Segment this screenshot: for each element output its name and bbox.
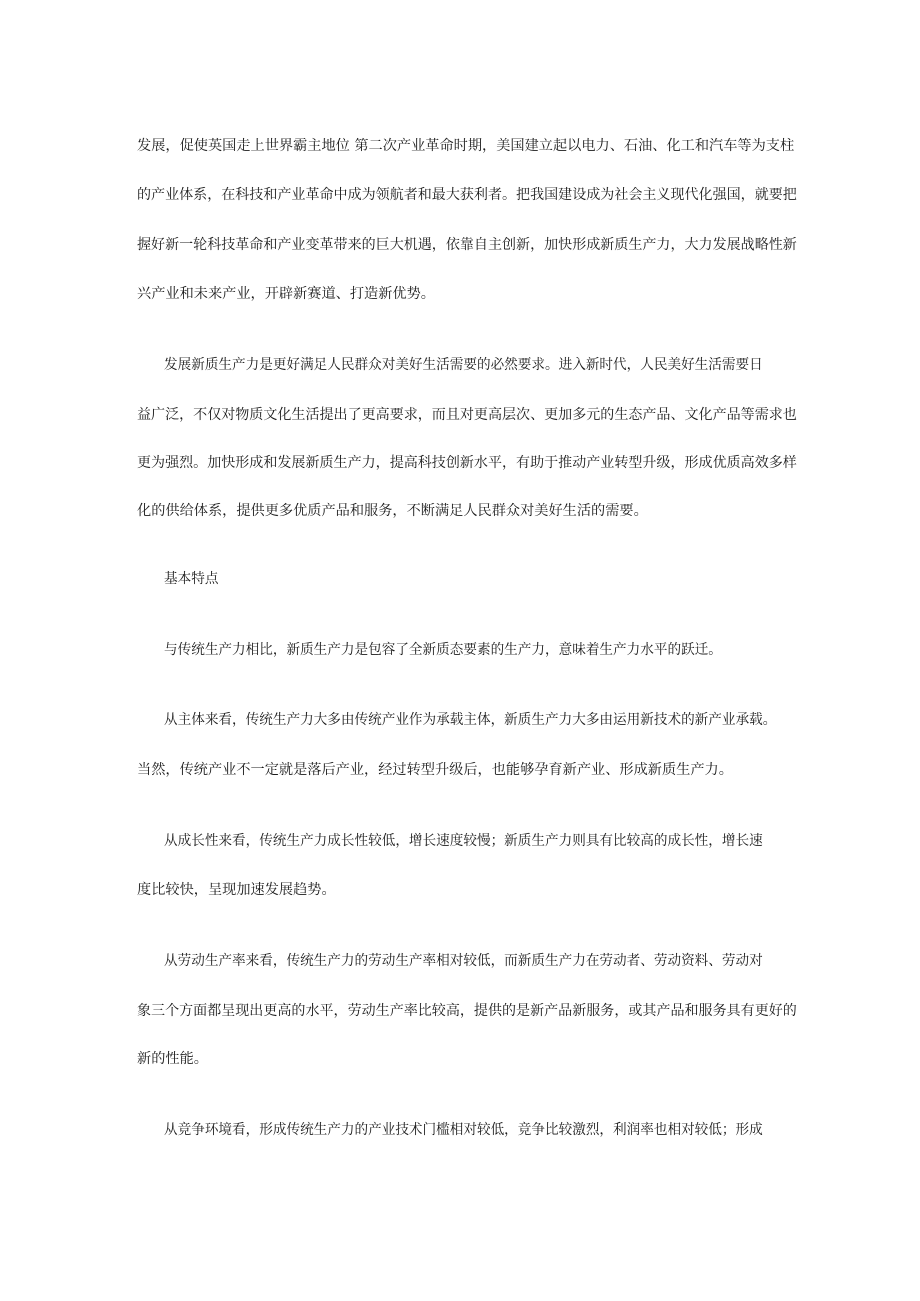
paragraph-line: 从劳动生产率来看，传统生产力的劳动生产率相对较低，而新质生产力在劳动者、劳动资料、劳动对 (164, 953, 763, 969)
paragraph-line: 兴产业和未来产业，开辟新赛道、打造新优势。 (137, 286, 435, 302)
paragraph-line: 更为强烈。加快形成和发展新质生产力，提高科技创新水平，有助于推动产业转型升级，形成优质高效多样 (137, 455, 797, 471)
paragraph-line: 从成长性来看，传统生产力成长性较低，增长速度较慢；新质生产力则具有比较高的成长性，增长速 (164, 833, 763, 849)
paragraph-line: 发展新质生产力是更好满足人民群众对美好生活需要的必然要求。进入新时代，人民美好生活需要日 (164, 357, 763, 373)
paragraph-line: 的产业体系，在科技和产业革命中成为领航者和最大获利者。把我国建设成为社会主义现代化强国，就要把 (137, 187, 797, 203)
paragraph-line: 度比较快，呈现加速发展趋势。 (137, 882, 336, 898)
paragraph-line: 当然，传统产业不一定就是落后产业，经过转型升级后，也能够孕育新产业、形成新质生产力。 (137, 762, 733, 778)
paragraph-line: 新的性能。 (137, 1051, 208, 1067)
paragraph-line: 象三个方面都呈现出更高的水平，劳动生产率比较高，提供的是新产品新服务，或其产品和服务具有更好的 (137, 1003, 797, 1019)
paragraph-line: 握好新一轮科技革命和产业变革带来的巨大机遇，依靠自主创新，加快形成新质生产力，大力发展战略性新 (137, 237, 797, 253)
paragraph-line: 与传统生产力相比，新质生产力是包容了全新质态要素的生产力，意味着生产力水平的跃迁。 (164, 642, 722, 658)
paragraph-line: 从竞争环境看，形成传统生产力的产业技术门槛相对较低，竞争比较激烈，利润率也相对较低；形成 (164, 1122, 763, 1138)
paragraph-line: 从主体来看，传统生产力大多由传统产业作为承载主体，新质生产力大多由运用新技术的新产业承载。 (164, 712, 777, 728)
paragraph-line: 益广泛，不仅对物质文化生活提出了更高要求，而且对更高层次、更加多元的生态产品、文化产品等需求也 (137, 407, 797, 423)
section-heading: 基本特点 (164, 571, 219, 587)
paragraph-line: 化的供给体系，提供更多优质产品和服务，不断满足人民群众对美好生活的需要。 (137, 503, 648, 519)
paragraph-line: 发展，促使英国走上世界霸主地位 第二次产业革命时期，美国建立起以电力、石油、化工和汽车等为支柱 (137, 138, 795, 154)
